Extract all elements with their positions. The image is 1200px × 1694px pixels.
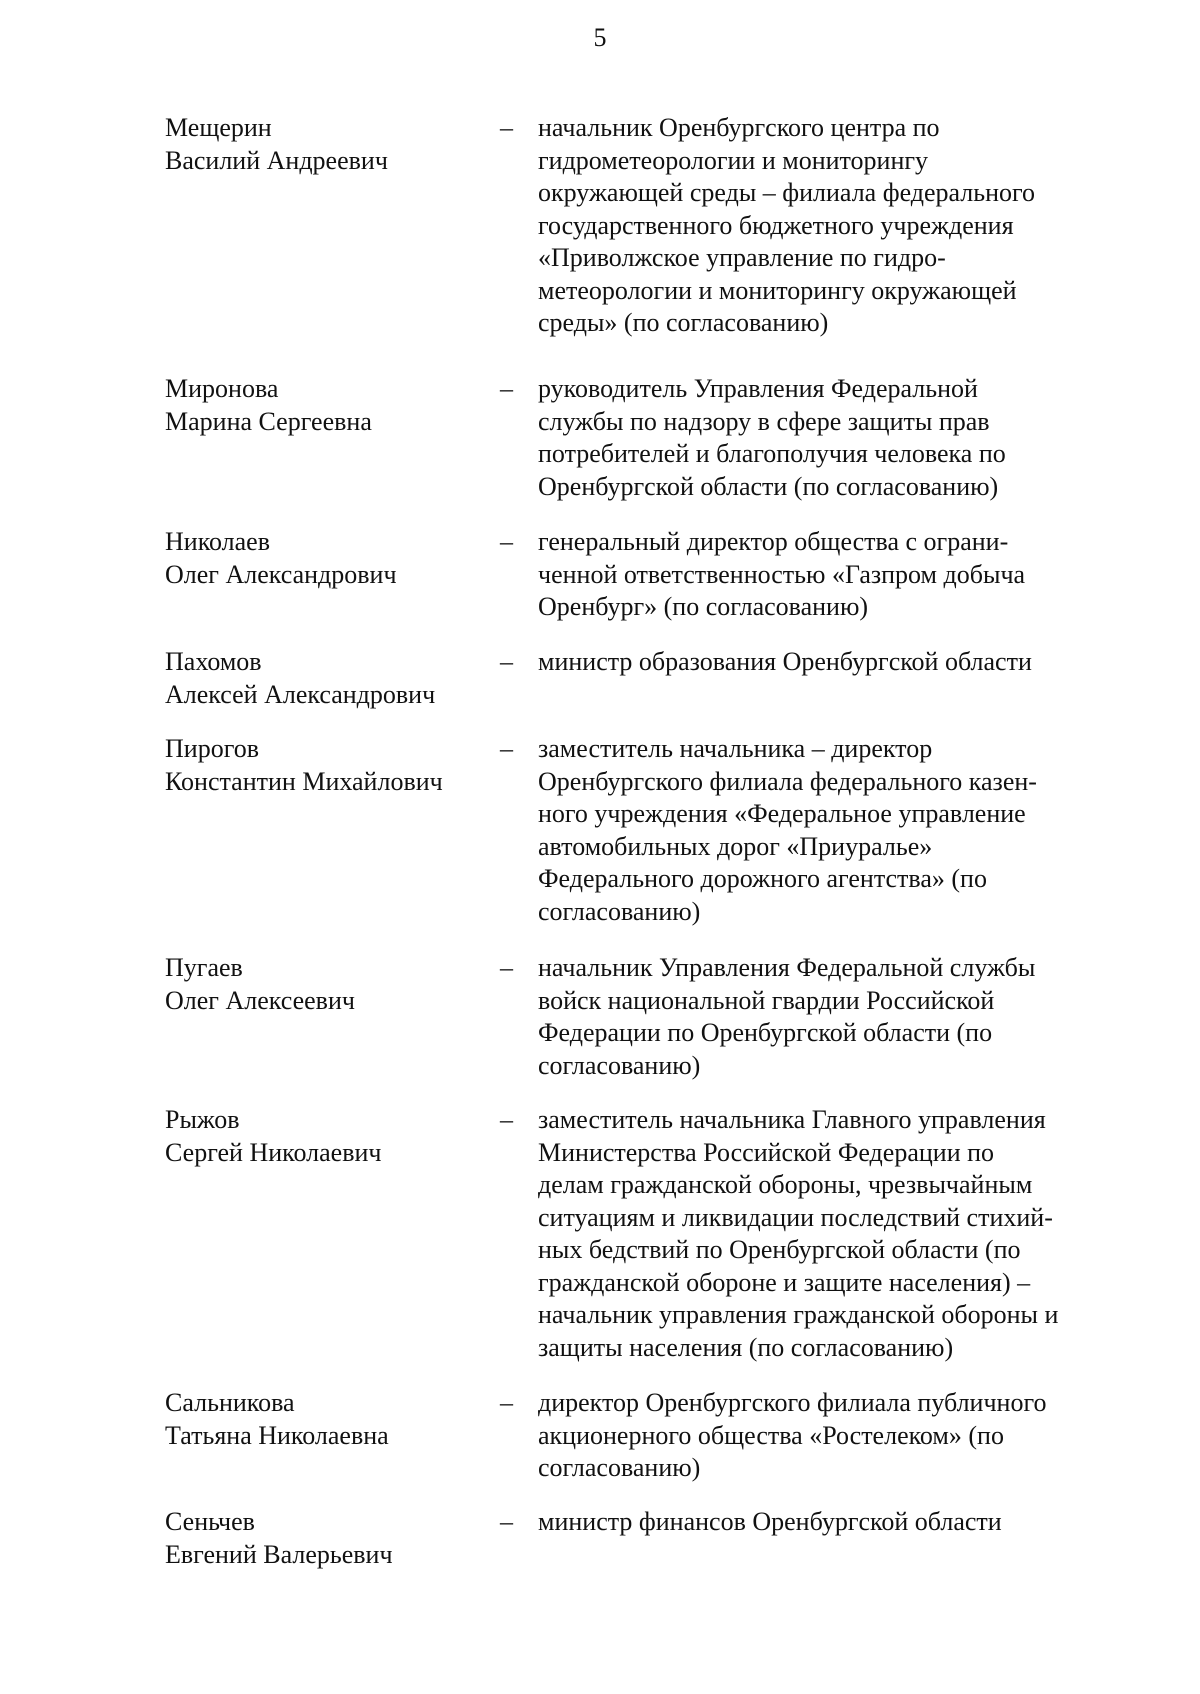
position-line: Оренбургского филиала федерального казен- [538,766,1037,796]
position-line: государственного бюджетного учреждения [538,210,1014,240]
position-line: делам гражданской обороны, чрезвычайным [538,1170,1033,1199]
member-surname: Пугаев [165,953,243,982]
position-line: окружающей среды – филиала федерального [538,178,1036,207]
position-line: среды» (по согласованию) [538,308,829,337]
position-line: заместитель начальника Главного управления [538,1105,1046,1134]
page-number: 5 [593,23,607,52]
position-line: начальник управления гражданской обороны и [538,1300,1059,1329]
separator-dash: – [500,527,513,556]
member-position [538,1387,1138,1485]
position-line: согласованию) [538,896,701,926]
member-position [538,1104,1138,1364]
member-given-names: Сергей Николаевич [165,1137,382,1167]
member-surname: Пирогов [165,734,259,763]
member-name [165,526,485,591]
separator-dash: – [500,647,513,676]
member-surname: Сеньчев [165,1507,255,1536]
position-line: службы по надзору в сфере защиты прав [538,406,990,436]
position-line: начальник Оренбургского центра по [538,113,940,142]
member-name [165,952,485,1017]
member-given-names: Константин Михайлович [165,766,443,796]
member-surname: Миронова [165,374,279,403]
member-name [165,373,485,438]
position-line: министр образования Оренбургской области [538,647,1032,676]
member-given-names: Олег Александрович [165,559,397,589]
position-line: согласованию) [538,1453,701,1482]
member-position [538,1506,1138,1539]
separator-dash: – [500,1507,513,1536]
member-given-names: Алексей Александрович [165,679,436,709]
position-line: согласованию) [538,1050,701,1080]
member-name [165,112,485,177]
position-line: гражданской обороне и защите населения) – [538,1267,1031,1297]
member-given-names: Евгений Валерьевич [165,1539,393,1569]
member-surname: Пахомов [165,647,262,676]
position-line: ситуациям и ликвидации последствий стихий- [538,1202,1053,1232]
member-name [165,646,485,711]
member-given-names: Марина Сергеевна [165,406,372,436]
position-line: ченной ответственностью «Газпром добыча [538,559,1026,589]
position-line: потребителей и благополучия человека по [538,439,1006,468]
position-line: автомобильных дорог «Приуралье» [538,831,933,861]
position-line: Оренбургской области (по согласованию) [538,471,999,501]
position-line: войск национальной гвардии Российской [538,985,995,1015]
member-given-names: Василий Андреевич [165,145,388,175]
member-surname: Мещерин [165,113,272,142]
separator-dash: – [500,734,513,763]
position-line: акционерного общества «Ростелеком» (по [538,1420,1004,1450]
separator-dash: – [500,953,513,982]
member-given-names: Татьяна Николаевна [165,1420,389,1450]
position-line: министр финансов Оренбургской области [538,1507,1002,1536]
member-surname: Сальникова [165,1388,295,1417]
position-line: генеральный директор общества с ограни- [538,527,1009,556]
member-name [165,733,485,798]
member-surname: Николаев [165,527,270,556]
position-line: заместитель начальника – директор [538,734,933,763]
position-line: ных бедствий по Оренбургской области (по [538,1235,1021,1264]
member-surname: Рыжов [165,1105,240,1134]
position-line: директор Оренбургского филиала публичного [538,1388,1047,1417]
member-name [165,1104,485,1169]
position-line: Министерства Российской Федерации по [538,1137,995,1167]
member-position [538,952,1138,1082]
position-line: Оренбург» (по согласованию) [538,592,869,621]
separator-dash: – [500,1388,513,1417]
member-position [538,112,1138,340]
position-line: метеорологии и мониторингу окружающей [538,275,1017,305]
position-line: начальник Управления Федеральной службы [538,953,1036,982]
position-line: руководитель Управления Федеральной [538,374,978,403]
member-name [165,1506,485,1571]
member-position [538,373,1138,503]
position-line: Федерации по Оренбургской области (по [538,1018,993,1047]
position-line: ного учреждения «Федеральное управление [538,799,1026,828]
member-position [538,526,1138,624]
member-name [165,1387,485,1452]
member-given-names: Олег Алексеевич [165,985,355,1015]
member-position [538,733,1138,928]
position-line: защиты населения (по согласованию) [538,1332,954,1362]
position-line: «Приволжское управление по гидро- [538,243,946,272]
member-position [538,646,1138,679]
position-line: Федерального дорожного агентства» (по [538,864,987,893]
separator-dash: – [500,1105,513,1134]
separator-dash: – [500,374,513,403]
position-line: гидрометеорологии и мониторингу [538,145,929,175]
separator-dash: – [500,113,513,142]
